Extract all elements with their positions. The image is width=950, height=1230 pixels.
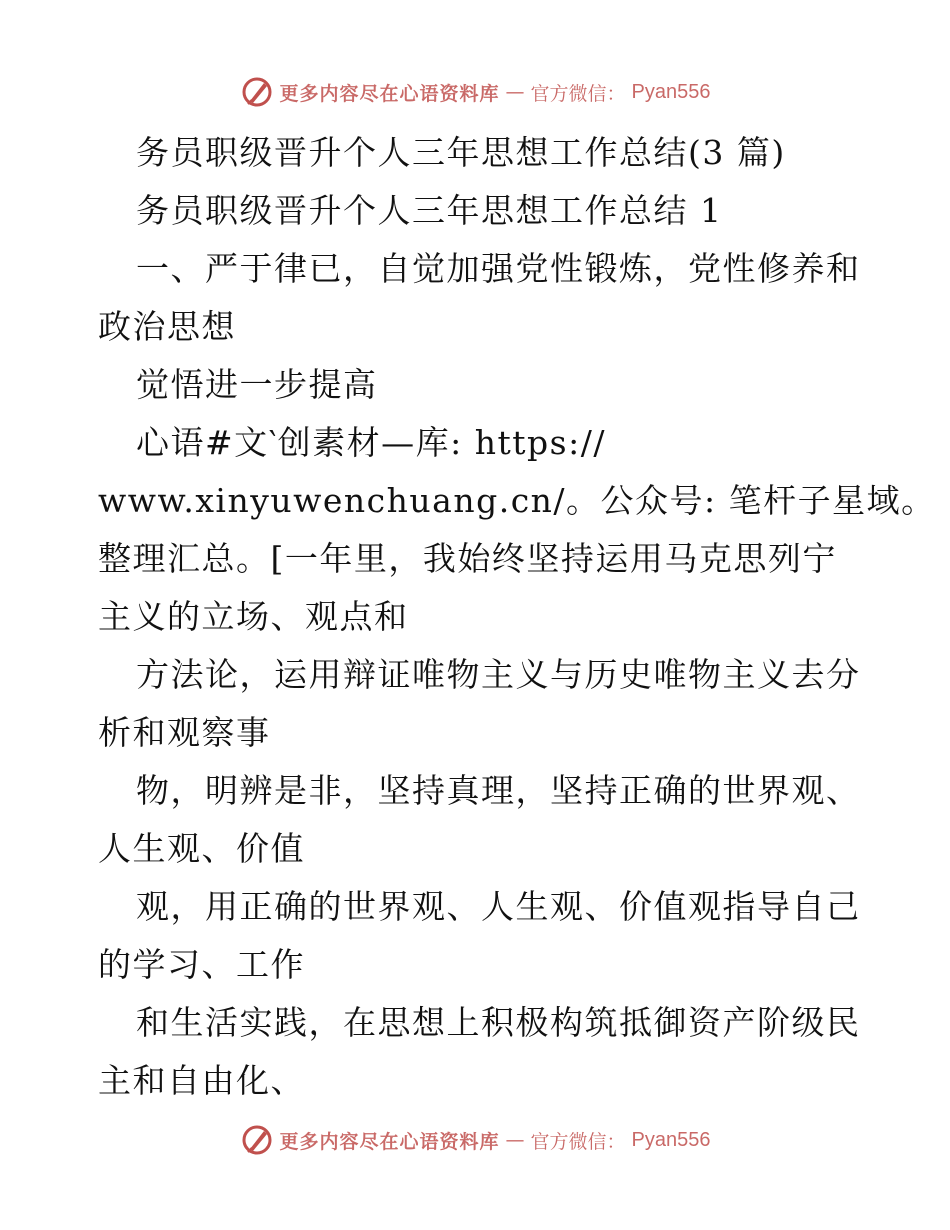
paragraph-line: 政治思想 xyxy=(98,307,236,346)
paragraph-line: 一、严于律已，自觉加强党性锻炼，党性修养和 xyxy=(136,249,861,288)
document-body xyxy=(98,124,936,1110)
banner-slogan: 更多内容尽在心语资料库 xyxy=(279,82,500,105)
banner-separator: — xyxy=(505,81,525,103)
banner-wechat-label: 官方微信： xyxy=(530,82,626,105)
paragraph-line: 心语#文‵创素材—库: https:// xyxy=(136,423,606,462)
paragraph-line: www.xinyuwenchuang.cn/。公众号: 笔杆子星域。 xyxy=(98,481,936,520)
paragraph-line: 整理汇总。[一年里，我始终坚持运用马克思列宁 xyxy=(98,539,837,578)
paragraph-line: 人生观、价值 xyxy=(98,829,305,868)
paragraph-line: 觉悟进一步提高 xyxy=(136,365,378,404)
banner-wechat-label: 官方微信： xyxy=(530,1130,626,1153)
document-title: 务员职级晋升个人三年思想工作总结(3 篇) xyxy=(136,133,786,172)
paragraph-line: 析和观察事 xyxy=(98,713,271,752)
banner-wechat-id: Pyan556 xyxy=(631,80,711,103)
quill-pen-logo-icon xyxy=(240,75,274,109)
section-heading: 务员职级晋升个人三年思想工作总结 1 xyxy=(136,191,723,230)
paragraph-line: 主和自由化、 xyxy=(98,1061,305,1100)
paragraph-line: 主义的立场、观点和 xyxy=(98,597,409,636)
footer-banner xyxy=(0,1120,950,1160)
header-banner xyxy=(0,72,950,112)
paragraph-line: 观，用正确的世界观、人生观、价值观指导自己 xyxy=(136,887,861,926)
banner-wechat-id: Pyan556 xyxy=(631,1128,711,1151)
paragraph-line: 和生活实践，在思想上积极构筑抵御资产阶级民 xyxy=(136,1003,861,1042)
banner-separator: — xyxy=(505,1129,525,1151)
paragraph-line: 方法论，运用辩证唯物主义与历史唯物主义去分 xyxy=(136,655,861,694)
banner-slogan: 更多内容尽在心语资料库 xyxy=(279,1130,500,1153)
paragraph-line: 的学习、工作 xyxy=(98,945,305,984)
paragraph-line: 物，明辨是非，坚持真理，坚持正确的世界观、 xyxy=(136,771,861,810)
quill-pen-logo-icon xyxy=(240,1123,274,1157)
